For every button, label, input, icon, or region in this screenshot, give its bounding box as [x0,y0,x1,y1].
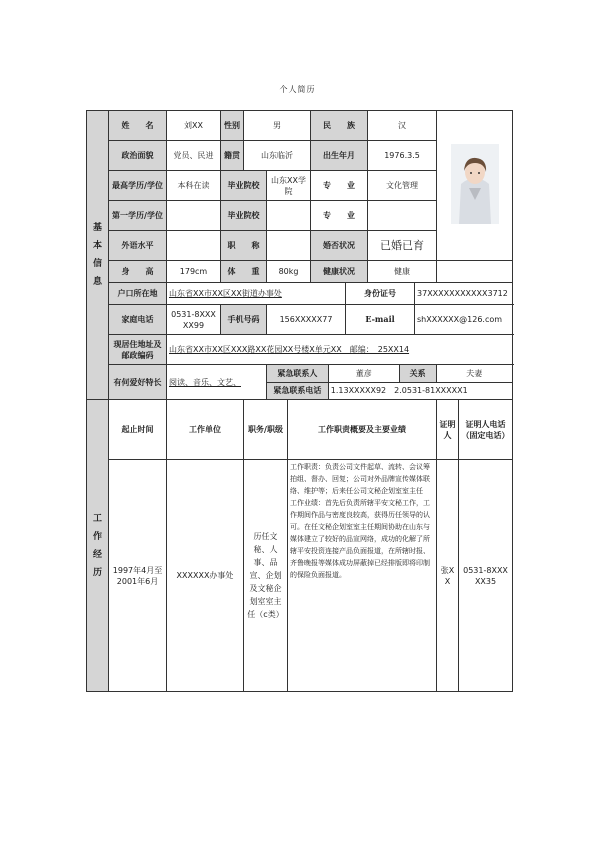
work-company: XXXXXX办事处 [167,460,244,692]
hobby-value: 阅读、音乐、文艺、 [167,365,267,400]
address-label: 现居住地址及邮政编码 [109,335,167,365]
hukou-label: 户口所在地 [109,283,167,305]
major2-label: 专 业 [311,201,368,231]
birth-label: 出生年月 [311,141,368,171]
profile-photo [451,144,499,224]
school2-label: 毕业院校 [221,201,267,231]
document-title: 个人简历 [279,85,316,94]
weight-label: 体 重 [221,261,267,283]
resume-table [86,110,513,692]
gender-value: 男 [244,111,311,141]
politics-value: 党员、民进 [167,141,221,171]
emergency-phone-value: 1.13XXXXX92 2.0531-81XXXXX1 [328,382,512,399]
marital-label: 婚否状况 [311,231,368,261]
work-position: 历任文秘、人事、品宣、企划及文秘企划室室主任（c类） [244,460,288,692]
origin-label: 籍贯 [221,141,244,171]
work-header-company: 工作单位 [167,400,244,460]
edu1-label: 最高学历/学位 [109,171,167,201]
birth-value: 1976.3.5 [368,141,437,171]
lang-label: 外语水平 [109,231,167,261]
name-value: 刘XX [167,111,221,141]
address-value: 山东省XX市XX区XXX路XX花园XX号楼X单元XX 邮编： 25XX14 [167,335,513,365]
id-value: 37XXXXXXXXXXX3712 [415,283,513,305]
politics-label: 政治面貌 [109,141,167,171]
emergency-contact-value: 董彦 [328,365,399,382]
photo-cell [437,111,513,261]
hobby-label: 有何爱好特长 [109,365,167,400]
title-label: 职 称 [221,231,267,261]
work-header-witness: 证明人 [437,400,459,460]
name-label: 姓 名 [109,111,167,141]
emergency-contact-label: 紧急联系人 [267,365,328,382]
health-value: 健康 [368,261,437,283]
school1-label: 毕业院校 [221,171,267,201]
blank-cell [437,261,513,283]
work-header-position: 职务/职级 [244,400,288,460]
mobile-label: 手机号码 [221,305,267,335]
relation-value: 夫妻 [436,365,512,382]
health-label: 健康状况 [311,261,368,283]
id-label: 身份证号 [346,283,415,305]
home-phone-label: 家庭电话 [109,305,167,335]
work-witness-phone: 0531-8XXXXX35 [459,460,513,692]
major2-value [368,201,437,231]
edu1-value: 本科在读 [167,171,221,201]
school2-value [267,201,311,231]
hukou-value: 山东省XX市XX区XX街道办事处 [167,283,346,305]
school1-value: 山东XX学院 [267,171,311,201]
mobile-value: 156XXXXX77 [267,305,346,335]
major1-label: 专 业 [311,171,368,201]
work-witness: 张XX [437,460,459,692]
work-section-label: 工作经历 [87,400,109,692]
marital-value: 已婚已育 [368,231,437,261]
origin-value: 山东临沂 [244,141,311,171]
ethnicity-value: 汉 [368,111,437,141]
title-value [267,231,311,261]
emergency-phone-label: 紧急联系电话 [267,382,328,399]
height-label: 身 高 [109,261,167,283]
work-header-witness-phone: 证明人电话（固定电话） [459,400,513,460]
major1-value: 文化管理 [368,171,437,201]
height-value: 179cm [167,261,221,283]
gender-label: 性别 [221,111,244,141]
email-label: E-mail [346,305,415,335]
basic-section-label: 基本信息 [87,111,109,400]
edu2-value [167,201,221,231]
emergency-block [267,365,513,400]
work-period: 1997年4月至2001年6月 [109,460,167,692]
weight-value: 80kg [267,261,311,283]
work-header-period: 起止时间 [109,400,167,460]
ethnicity-label: 民 族 [311,111,368,141]
work-header-duties: 工作职责概要及主要业绩 [288,400,437,460]
email-value: shXXXXXX@126.com [415,305,513,335]
work-duties: 工作职责：负责公司文件起草、流转、会议筹拍组、督办、回复；公司对外品牌宣传媒体联络、维护等；后来任公司文秘企划室室主任 工作业绩：首先后负责所辖平安文秘工作，工作期间作品与密度良较高，获得历任领导的认可。在任文秘企划室室主任期间协助在山东与媒体建立了较好的品宣网络，成功的化解了所辖平安投资连接产品负面报道，在所辖时报、齐鲁晚报等媒体成功屏蔽掉已经排版即将印制的保险负面报道。 [288,460,437,692]
lang-value [167,231,221,261]
home-phone-value: 0531-8XXXXX99 [167,305,221,335]
edu2-label: 第一学历/学位 [109,201,167,231]
relation-label: 关系 [399,365,436,382]
